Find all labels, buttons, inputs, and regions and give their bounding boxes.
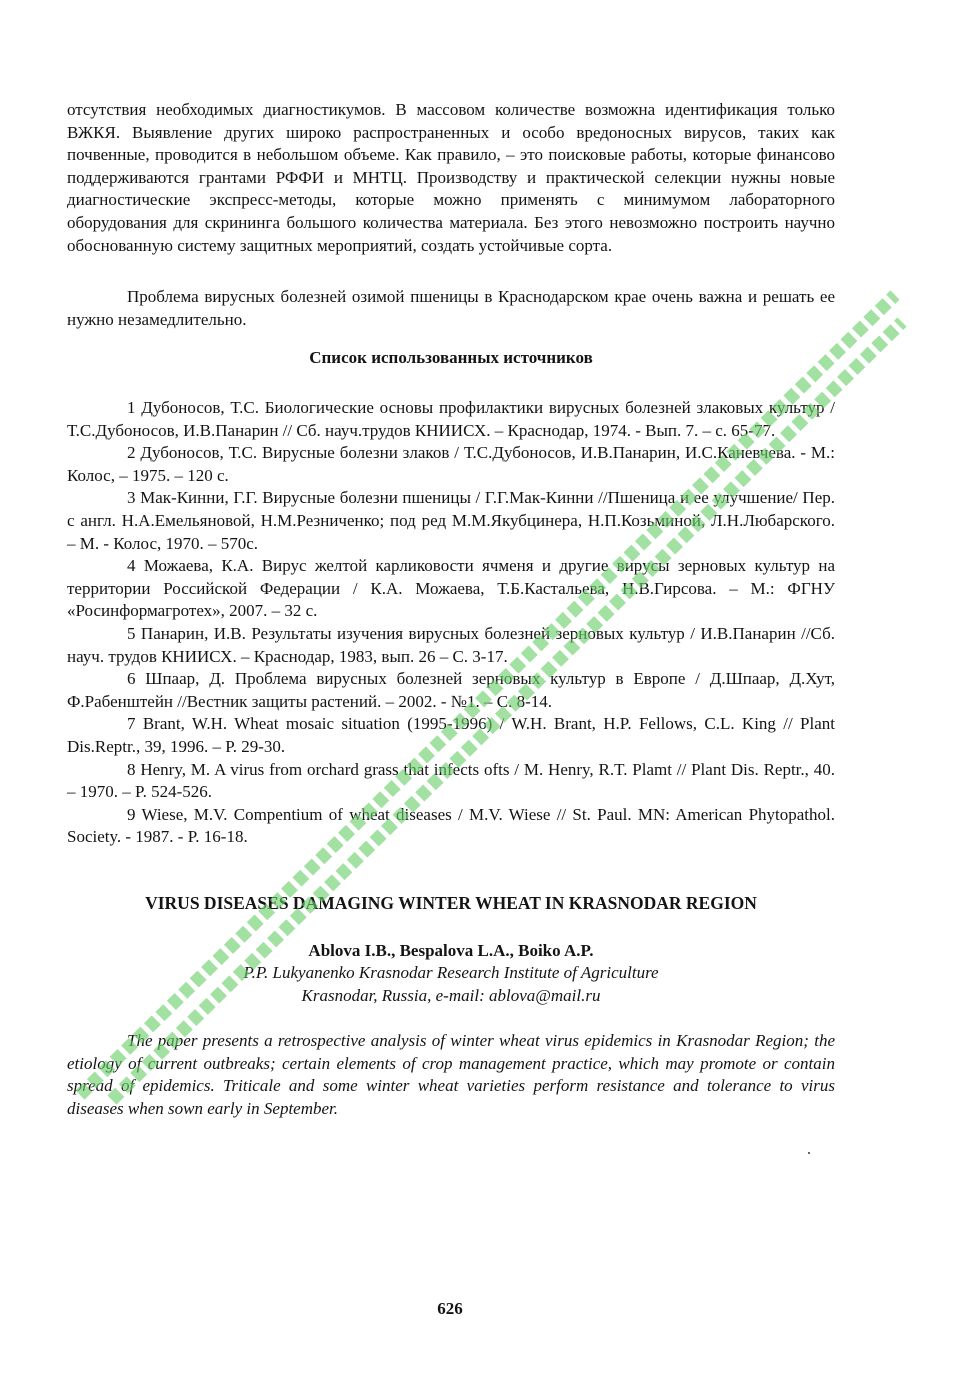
reference-item: 5 Панарин, И.В. Результаты изучения вирусных болезней зерновых культур / И.В.Панарин //Сб. науч. трудов КНИИСХ. – Краснодар, 1983, вып. 26 – С. 3-17.: [67, 623, 835, 666]
address-email: Krasnodar, Russia, e-mail: ablova@mail.ru: [301, 986, 601, 1005]
authors: Ablova I.B., Bespalova L.A., Boiko A.P.: [308, 941, 594, 960]
institution: P.P. Lukyanenko Krasnodar Research Institute of Agriculture: [243, 963, 659, 982]
reference-item: 2 Дубоносов, Т.С. Вирусные болезни злаков / Т.С.Дубоносов, И.В.Панарин, И.С.Каневчева. - М.: Колос, – 1975. – 120 с.: [67, 443, 835, 485]
reference-item: 6 Шпаар, Д. Проблема вирусных болезней зерновых культур в Европе / Д.Шпаар, Д.Хут, Ф.Рабенштейн //Вестник защиты растений. – 2002. - №1. – С. 8-14.: [67, 669, 835, 711]
page-number: 626: [437, 1299, 463, 1318]
body-paragraph-1: отсутствия необходимых диагностикумов. В массовом количестве возможна идентификация только ВЖКЯ. Выявление других широко распространенных и особо вредоносных вирусов, таких как почвенные, проводится в небольшом объеме. Как правило, – это поисковые работы, которые финансово поддерживаются грантами РФФИ и МНТЦ. Производству и практической селекции нужны новые диагностические экспресс-методы, которые можно применять с минимумом лабораторного оборудования для скрининга большого количества материала. Без этого невозможно построить научно обоснованную систему защитных мероприятий, создать устойчивые сорта.: [67, 100, 835, 255]
reference-item: 1 Дубоносов, Т.С. Биологические основы профилактики вирусных болезней злаковых культур / Т.С.Дубоносов, И.В.Панарин // Сб. науч.трудов КНИИСХ. – Краснодар, 1974. - Вып. 7. – с. 65-77.: [67, 398, 835, 440]
reference-item: 4 Можаева, К.А. Вирус желтой карликовости ячменя и другие вирусы зерновых культур на территории Российской Федерации / К.А. Можаева, Т.Б.Кастальева, Н.В.Гирсова. – М.: ФГНУ «Росинформагротех», 2007. – 32 с.: [67, 556, 835, 621]
reference-item: 7 Brant, W.H. Wheat mosaic situation (1995-1996) / W.H. Brant, H.P. Fellows, C.L. King // Plant Dis.Reptr., 39, 1996. – P. 29-30.: [67, 714, 835, 756]
reference-item: 9 Wiese, M.V. Compentium of wheat diseases / M.V. Wiese // St. Paul. MN: American Phytopathol. Society. - 1987. - P. 16-18.: [67, 804, 835, 847]
references-heading: Список использованных источников: [309, 348, 593, 367]
reference-item: 8 Henry, M. A virus from orchard grass that infects ofts / M. Henry, R.T. Plamt // Plant Dis. Reptr., 40. – 1970. – P. 524-526.: [67, 759, 835, 802]
body-paragraph-2: Проблема вирусных болезней озимой пшеницы в Краснодарском крае очень важна и решать ее нужно незамедлительно.: [67, 287, 835, 329]
reference-item: 3 Мак-Кинни, Г.Г. Вирусные болезни пшеницы / Г.Г.Мак-Кинни //Пшеница и ее улучшение/ Пер. с англ. Н.А.Емельяновой, Н.М.Резниченко; под ред М.М.Якубцинера, Н.П.Козьминой, Л.Н.Любарского. – М. - Колос, 1970. – 570с.: [67, 488, 835, 553]
scan-speck: [808, 1152, 810, 1154]
english-abstract: The paper presents a retrospective analysis of winter wheat virus epidemics in Krasnodar Region; the etiology of current outbreaks; certain elements of crop management practice, which may promote or contain spread of epidemics. Triticale and some winter wheat varieties perform resistance and tolerance to virus diseases when sown early in September.: [67, 1031, 835, 1118]
references-list: [67, 397, 835, 849]
english-title: VIRUS DISEASES DAMAGING WINTER WHEAT IN KRASNODAR REGION: [145, 893, 757, 913]
